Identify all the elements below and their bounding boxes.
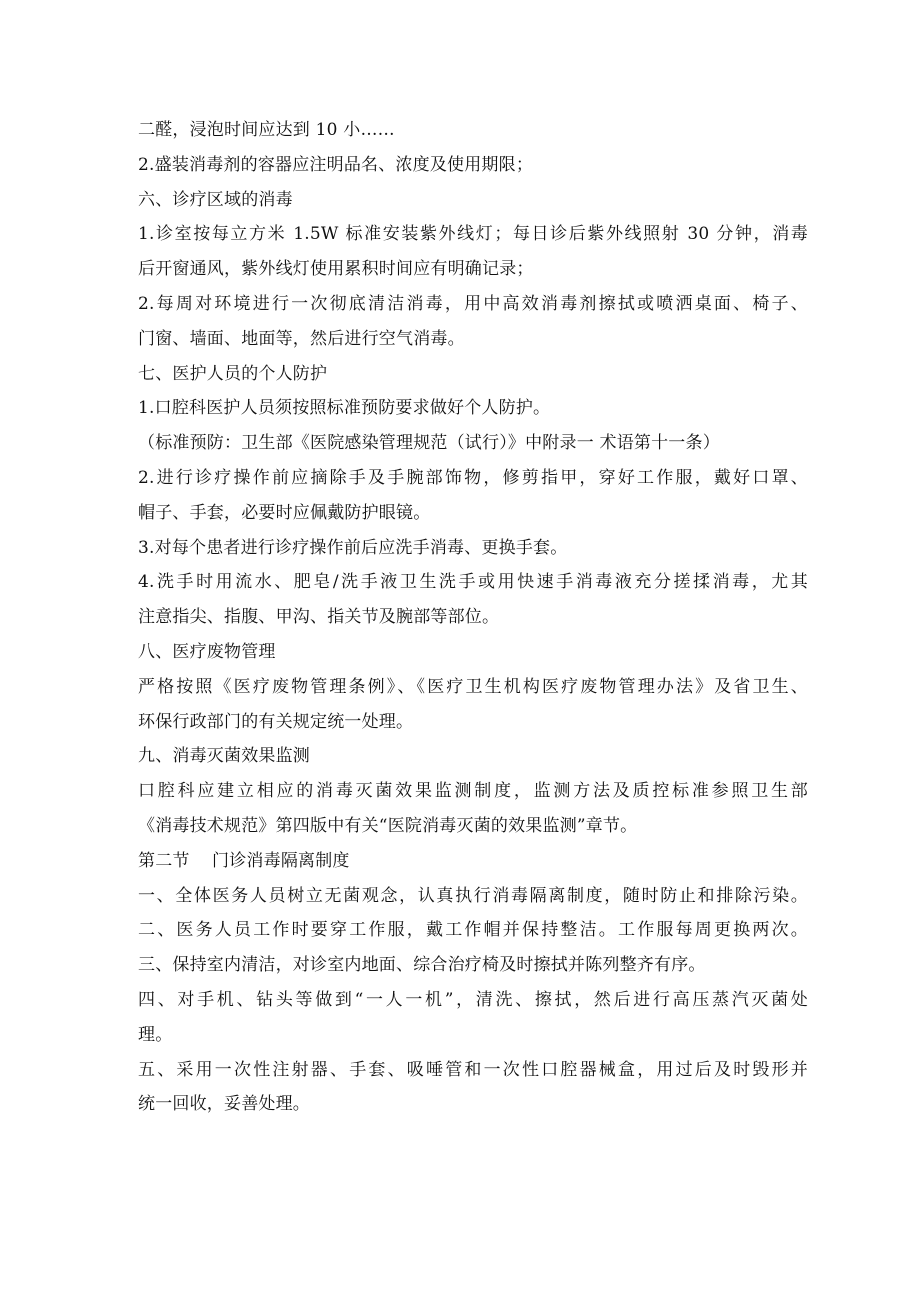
text-line: 三、保持室内清洁，对诊室内地面、综合治疗椅及时擦拭并陈列整齐有序。	[138, 955, 706, 976]
section-heading: 七、医护人员的个人防护	[138, 363, 328, 384]
text-line: 口腔科应建立相应的消毒灭菌效果监测制度，监测方法及质控标准参照卫生部	[138, 781, 808, 802]
text-line: 一、全体医务人员树立无菌观念，认真执行消毒隔离制度，随时防止和排除污染。	[138, 885, 808, 906]
text-line: 四、对手机、钻头等做到“一人一机”，清洗、擦拭，然后进行高压蒸汽灭菌处	[138, 989, 808, 1010]
text-line: 理。	[138, 1024, 173, 1045]
section-heading: 九、消毒灭菌效果监测	[138, 746, 310, 767]
text-line: 五、采用一次性注射器、手套、吸唾管和一次性口腔器械盒，用过后及时毁形并	[138, 1059, 808, 1080]
text-line: 严格按照《医疗废物管理条例》、《医疗卫生机构医疗废物管理办法》及省卫生、	[138, 676, 808, 697]
text-line: 3.对每个患者进行诊疗操作前后应洗手消毒、更换手套。	[138, 537, 568, 558]
text-line: 二、医务人员工作时要穿工作服，戴工作帽并保持整洁。工作服每周更换两次。	[138, 920, 808, 941]
text-line: 2.进行诊疗操作前应摘除手及手腕部饰物，修剪指甲，穿好工作服，戴好口罩、	[138, 467, 808, 488]
text-line: 4.洗手时用流水、肥皂/洗手液卫生洗手或用快速手消毒液充分搓揉消毒，尤其	[138, 572, 808, 593]
text-line: 帽子、手套，必要时应佩戴防护眼镜。	[138, 502, 431, 523]
text-line: （标准预防：卫生部《医院感染管理规范（试行）》中附录一 术语第十一条）	[138, 433, 720, 454]
text-line: 环保行政部门的有关规定统一处理。	[138, 711, 414, 732]
text-line: 《消毒技术规范》第四版中有关“医院消毒灭菌的效果监测”章节。	[138, 815, 638, 836]
section-heading: 八、医疗废物管理	[138, 641, 276, 662]
section-heading: 六、诊疗区域的消毒	[138, 189, 293, 210]
text-line: 门窗、墙面、地面等，然后进行空气消毒。	[138, 328, 465, 349]
text-line: 2.盛装消毒剂的容器应注明品名、浓度及使用期限；	[138, 154, 534, 175]
text-line: 后开窗通风，紫外线灯使用累积时间应有明确记录；	[138, 259, 534, 280]
text-line: 注意指尖、指腹、甲沟、指关节及腕部等部位。	[138, 607, 500, 628]
text-line: 1.口腔科医护人员须按照标准预防要求做好个人防护。	[138, 398, 551, 419]
chapter-heading: 第二节 门诊消毒隔离制度	[138, 850, 350, 871]
text-line: 统一回收，妥善处理。	[138, 1094, 310, 1115]
document-body	[138, 113, 808, 1122]
text-line: 2.每周对环境进行一次彻底清洁消毒，用中高效消毒剂擦拭或喷洒桌面、椅子、	[138, 293, 808, 314]
text-line: 二醛，浸泡时间应达到 10 小……	[138, 120, 395, 140]
text-line: 1.诊室按每立方米 1.5W 标准安装紫外线灯；每日诊后紫外线照射 30 分钟，消毒	[138, 224, 808, 245]
